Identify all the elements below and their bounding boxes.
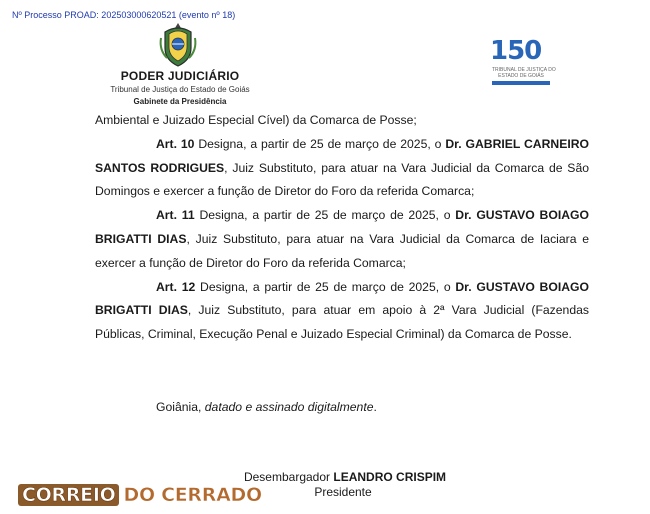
- anniversary-bar: [492, 81, 550, 85]
- org-subtitle: Tribunal de Justiça do Estado de Goiás: [110, 85, 250, 94]
- anniversary-line1: TRIBUNAL DE JUSTIÇA DO: [492, 67, 556, 73]
- watermark-part2: DO CERRADO: [123, 484, 262, 506]
- signature-block: [230, 470, 460, 500]
- article-label: Art. 10: [156, 136, 195, 151]
- closing-end: .: [373, 400, 377, 414]
- judge-name: Dr. GABRIEL CARNEIRO SANTOS RODRIGUES: [95, 136, 590, 175]
- judge-name: Dr. GUSTAVO BOIAGO BRIGATTI DIAS: [95, 208, 589, 246]
- signer-name: LEANDRO CRISPIM: [333, 470, 447, 484]
- org-title: PODER JUDICIÁRIO: [120, 69, 240, 83]
- watermark-logo: [18, 482, 262, 508]
- process-number: Nº Processo PROAD: 202503000620521 (evento nº 18): [12, 10, 236, 20]
- coat-of-arms-icon: [157, 22, 199, 68]
- org-department: Gabinete da Presidência: [133, 97, 227, 106]
- signer-title: Desembargador: [243, 470, 334, 484]
- article-text: , Juiz Substituto, para atuar em apoio à 2ª Vara Judicial (Fazendas Públicas, Criminal, Execução Penal e Juizado Especial Criminal) da Comarca de Posse.: [95, 303, 589, 342]
- article-label: Art. 11: [156, 208, 195, 223]
- article-text: , Juiz Substituto, para atuar na Vara Judicial da Comarca de São Domingos e exercer a função de Diretor do Foro da referida Comarca;: [95, 160, 589, 199]
- anniversary-line2: ESTADO DE GOIÁS: [498, 73, 544, 79]
- article-12: [95, 276, 589, 347]
- article-10: [95, 133, 589, 204]
- closing-line: [156, 400, 377, 414]
- article-label: Art. 12: [156, 279, 196, 294]
- anniversary-number: 150: [490, 36, 542, 66]
- court-header: [95, 22, 285, 110]
- anniversary-logo: [488, 36, 556, 92]
- article-text: Designa, a partir de 25 de março de 2025, o: [194, 136, 446, 151]
- signer-role: Presidente: [314, 485, 372, 499]
- judge-name: Dr. GUSTAVO BOIAGO BRIGATTI DIAS: [95, 279, 589, 318]
- article-text: Designa, a partir de 25 de março de 2025, o: [195, 279, 456, 294]
- article-text: , Juiz Substituto, para atuar na Vara Judicial da Comarca de Iaciara e exercer a função de Diretor do Foro da referida Comarca;: [95, 231, 589, 270]
- article-11: [95, 204, 589, 275]
- closing-city: Goiânia,: [156, 400, 205, 414]
- article-text: Designa, a partir de 25 de março de 2025, o: [194, 208, 456, 223]
- watermark-part1: CORREIO: [18, 484, 119, 506]
- closing-note: datado e assinado digitalmente: [204, 400, 374, 414]
- signer-line: [230, 470, 460, 485]
- paragraph-previous-end: Ambiental e Juizado Especial Cível) da Comarca de Posse;: [95, 113, 417, 127]
- document-body: [95, 109, 589, 347]
